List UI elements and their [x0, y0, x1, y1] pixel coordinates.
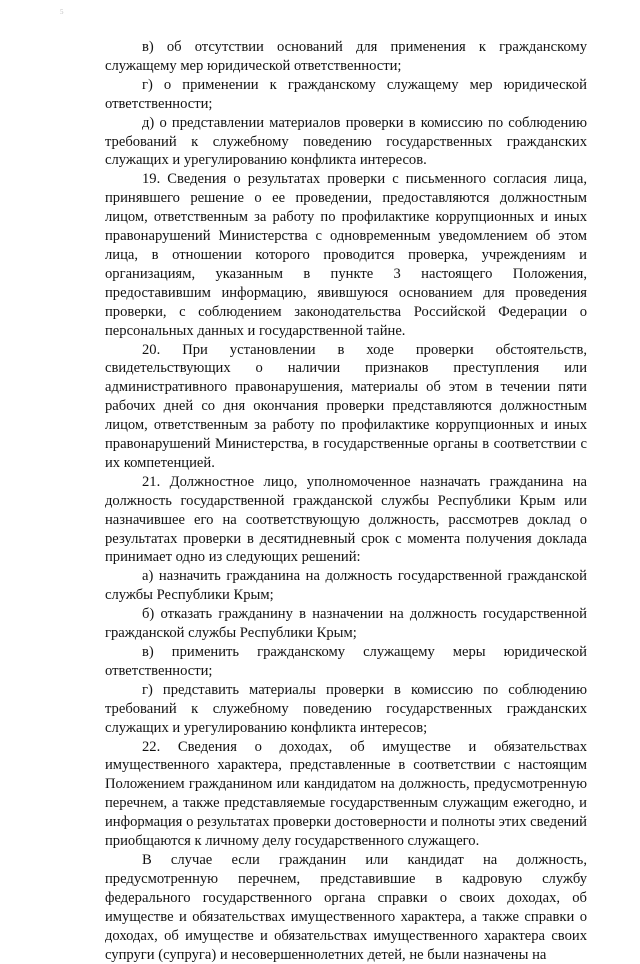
corner-mark: 5 — [60, 8, 64, 16]
paragraph-20: 20. При установлении в ходе проверки обстоятельств, свидетельствующих о наличии признаков преступления или административного правонарушения, материалы об этом в течении пяти рабочих дней со дня окончания проверки представляются должностным лицом, ответственным за работу по профилактике коррупционных и иных правонарушений Министерства, в государственные органы в соответствии с их компетенцией. — [105, 341, 587, 471]
paragraph-d-commission: д) о представлении материалов проверки в комиссию по соблюдению требований к служебному поведению государственных гражданских служащих и урегулированию конфликта интересов. — [105, 114, 587, 169]
paragraph-22-case: В случае если гражданин или кандидат на должность, предусмотренную перечнем, представившие в кадровую службу федерального государственного органа справки о своих доходах, об имуществе и обязательствах имущественного характера, а также справки о доходах, об имуществе и обязательствах имущественного характера своих супруги (супруга) и несовершеннолетних детей, не были назначены на — [105, 851, 587, 963]
paragraph-21-g: г) представить материалы проверки в комиссию по соблюдению требований к служебному поведению государственных гражданских служащих и урегулированию конфликта интересов; — [105, 681, 587, 736]
paragraph-21-b: б) отказать гражданину в назначении на должность государственной гражданской службы Республики Крым; — [105, 606, 587, 642]
paragraph-21-v: в) применить гражданскому служащему меры юридической ответственности; — [105, 644, 587, 679]
paragraph-21: 21. Должностное лицо, уполномоченное назначать гражданина на должность государственной гражданской службы Республики Крым или назначившее его на соответствующую должность, рассмотрев доклад о результатах проверки в десятидневный срок с момента получения доклада принимает одно из следующих решений: — [105, 473, 587, 566]
paragraph-22: 22. Сведения о доходах, об имуществе и обязательствах имущественного характера, представленные в соответствии с настоящим Положением гражданином или кандидатом на должность, предусмотренную перечнем, а также представляемые государственным служащим ежегодно, и информация о результатах проверки достоверности и полноты этих сведений приобщаются к личному делу государственного служащего. — [105, 738, 587, 850]
document-body — [105, 38, 587, 964]
paragraph-19: 19. Сведения о результатах проверки с письменного согласия лица, принявшего решение о ее проведении, предоставляются должностным лицом, ответственным за работу по профилактике коррупционных и иных правонарушений Министерства с одновременным уведомлением об этом лица, в отношении которого проводится проверка, учреждениям и организациям, указанным в пункте 3 настоящего Положения, предоставившим информацию, явившуюся основанием для проведения проверки, с соблюдением законодательства Российской Федерации о персональных данных и государственной тайне. — [105, 171, 587, 339]
paragraph-g-apply-measures: г) о применении к гражданскому служащему мер юридической ответственности; — [105, 76, 587, 112]
paragraph-21-a: а) назначить гражданина на должность государственной гражданской службы Республики Крым; — [105, 568, 587, 604]
paragraph-v-no-grounds: в) об отсутствии оснований для применения к гражданскому служащему мер юридической ответственности; — [105, 39, 587, 74]
